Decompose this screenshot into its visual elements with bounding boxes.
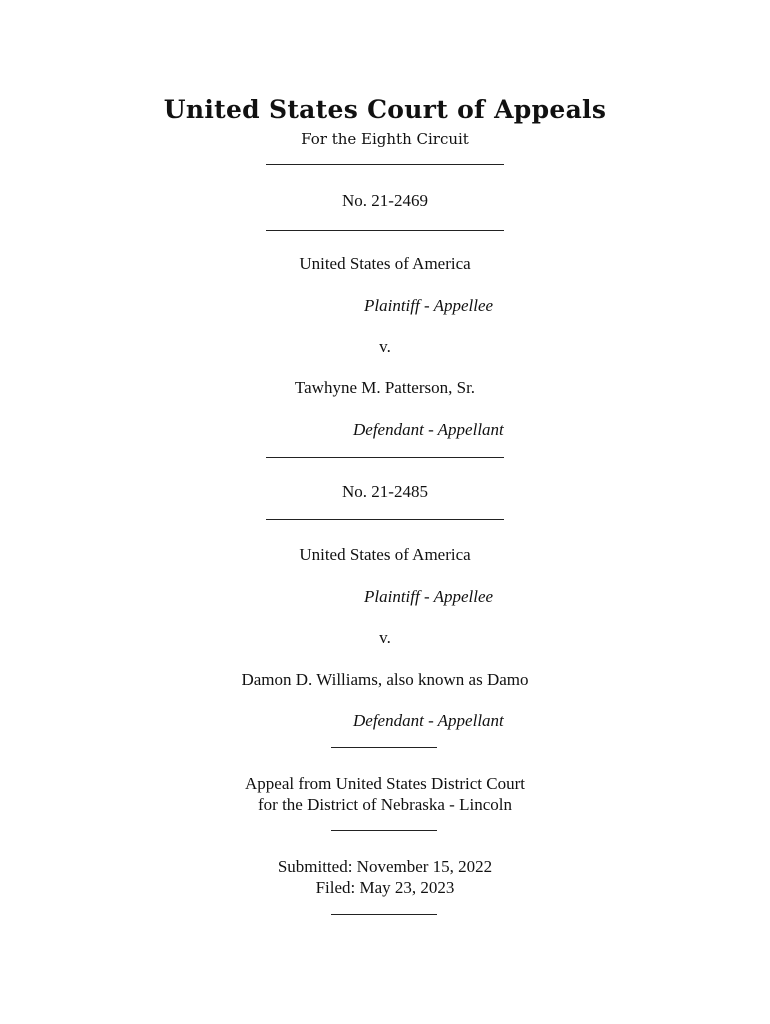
defendant-name-1: Tawhyne M. Patterson, Sr. [294,378,476,397]
court-title: United States Court of Appeals [163,95,607,124]
divider [266,230,504,231]
defendant-name-2: Damon D. Williams, also known as Damo [241,670,529,689]
versus-2: v. [379,628,391,647]
case-number-2: No. 21-2485 [342,482,428,501]
submitted-date: Submitted: November 15, 2022 [277,857,493,876]
divider [266,457,504,458]
divider [331,747,437,748]
divider [331,914,437,915]
plaintiff-role-2: Plaintiff - Appellee [364,587,494,606]
divider [331,830,437,831]
defendant-role-2: Defendant - Appellant [353,711,504,730]
appeal-line-2: for the District of Nebraska - Lincoln [258,795,512,814]
defendant-role-1: Defendant - Appellant [353,420,504,439]
divider [266,164,504,165]
appeal-line-1: Appeal from United States District Court [245,774,525,793]
plaintiff-role-1: Plaintiff - Appellee [364,296,494,315]
circuit-subtitle: For the Eighth Circuit [301,130,469,148]
plaintiff-name-1: United States of America [299,254,471,273]
filed-date: Filed: May 23, 2023 [315,878,455,897]
versus-1: v. [379,337,391,356]
plaintiff-name-2: United States of America [299,545,471,564]
case-number-1: No. 21-2469 [342,191,428,210]
divider [266,519,504,520]
